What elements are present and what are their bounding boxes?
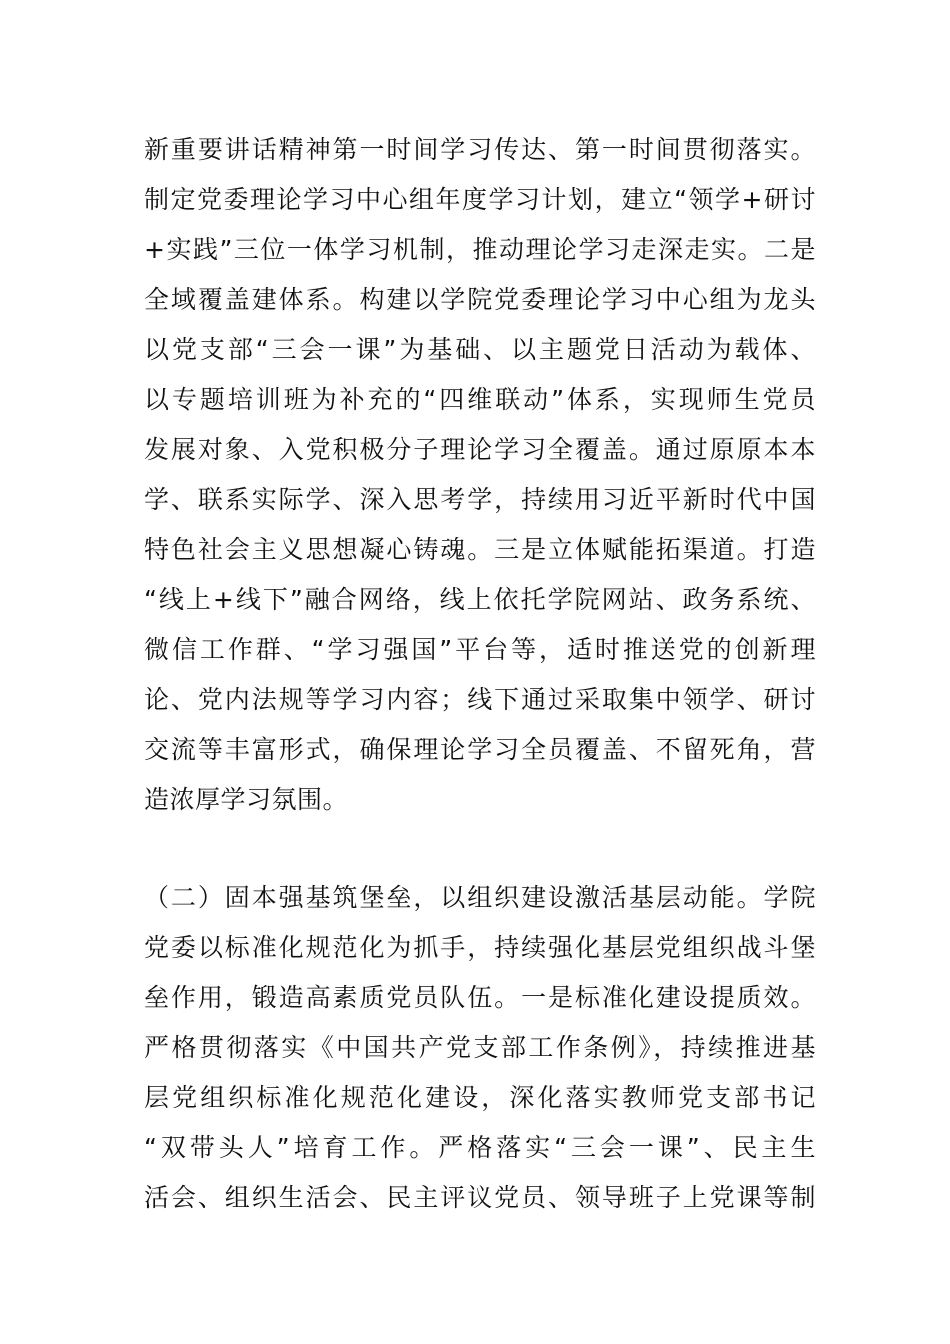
text-line: 发展对象、入党积极分子理论学习全覆盖。通过原原本本 [144, 435, 816, 464]
text-line: 以专题培训班为补充的“四维联动”体系，实现师生党员 [144, 385, 816, 414]
text-line: 微信工作群、“学习强国”平台等，适时推送党的创新理 [144, 635, 816, 664]
text-line: 制定党委理论学习中心组年度学习计划，建立“领学+研讨 [144, 185, 816, 214]
text-line: 党委以标准化规范化为抓手，持续强化基层党组织战斗堡 [144, 933, 816, 962]
text-line: +实践”三位一体学习机制，推动理论学习走深走实。二是 [144, 235, 816, 264]
text-line: 层党组织标准化规范化建设，深化落实教师党支部书记 [144, 1083, 816, 1112]
text-line: “线上+线下”融合网络，线上依托学院网站、政务系统、 [144, 585, 816, 614]
text-line: 全域覆盖建体系。构建以学院党委理论学习中心组为龙头 [144, 285, 816, 314]
text-line: 特色社会主义思想凝心铸魂。三是立体赋能拓渠道。打造 [144, 535, 816, 564]
text-line: 新重要讲话精神第一时间学习传达、第一时间贯彻落实。 [144, 135, 816, 164]
text-line: “双带头人”培育工作。严格落实“三会一课”、民主生 [144, 1133, 816, 1162]
text-line: 交流等丰富形式，确保理论学习全员覆盖、不留死角，营 [144, 735, 816, 764]
text-line: 严格贯彻落实《中国共产党支部工作条例》，持续推进基 [144, 1033, 816, 1062]
text-line: 造浓厚学习氛围。 [144, 785, 349, 814]
section-heading-line: （二）固本强基筑堡垒，以组织建设激活基层动能。学院 [144, 883, 816, 912]
text-line: 学、联系实际学、深入思考学，持续用习近平新时代中国 [144, 485, 816, 514]
text-line: 论、党内法规等学习内容；线下通过采取集中领学、研讨 [144, 685, 816, 714]
text-line: 垒作用，锻造高素质党员队伍。一是标准化建设提质效。 [144, 983, 816, 1012]
text-line: 活会、组织生活会、民主评议党员、领导班子上党课等制 [144, 1183, 816, 1212]
text-line: 以党支部“三会一课”为基础、以主题党日活动为载体、 [144, 335, 816, 364]
